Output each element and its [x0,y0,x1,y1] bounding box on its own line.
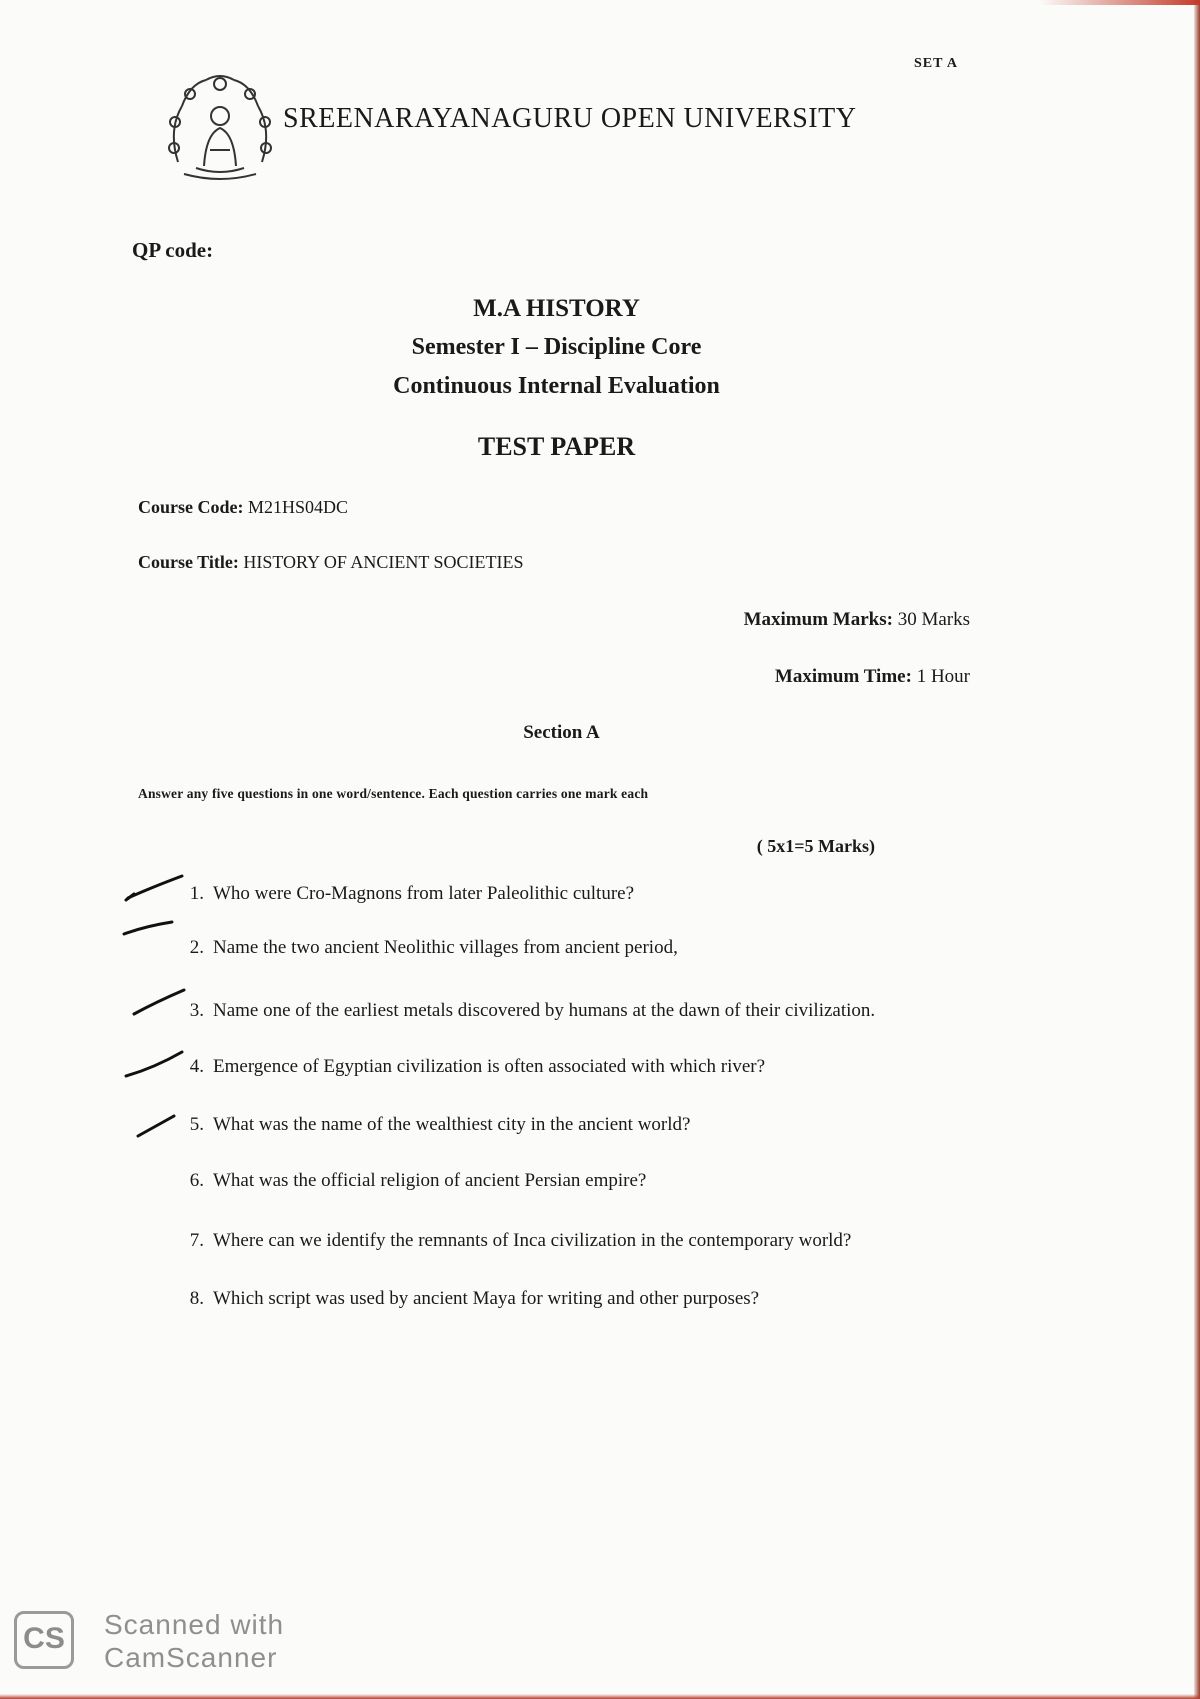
qp-code-label: QP code: [132,238,214,262]
maximum-time-label: Maximum Time: [774,666,912,687]
handwritten-tick-icon [120,910,200,944]
course-title [138,552,524,573]
page-edge-top [1040,0,1200,5]
question-text: What was the official religion of ancient Persian empire? [213,1170,647,1191]
university-name: SREENARAYANAGURU OPEN UNIVERSITY [283,103,857,134]
programme-title: M.A HISTORY [473,295,640,322]
set-label: SET A [914,56,959,71]
handwritten-tick-icon [120,988,200,1022]
evaluation-title: Continuous Internal Evaluation [393,373,720,399]
watermark-line-1: Scanned with [104,1609,285,1640]
handwritten-tick-icon [120,1048,200,1082]
maximum-marks-value: 30 Marks [897,609,970,630]
semester-title: Semester I – Discipline Core [411,334,702,360]
course-code [138,497,348,518]
question-item [0,1170,1140,1210]
section-marks: ( 5x1=5 Marks) [756,836,875,856]
question-item [0,1230,1140,1270]
camscanner-logo-icon: CS [14,1611,74,1669]
page-edge-right [1194,0,1200,1699]
maximum-marks [744,609,970,631]
question-number: 1. [189,883,204,904]
question-item [0,1288,1140,1328]
question-number: 5. [189,1114,204,1135]
course-title-label: Course Title: [138,552,239,572]
university-logo-icon [160,70,280,190]
course-code-label: Course Code: [138,497,244,517]
question-number: 6. [189,1170,204,1191]
question-number: 4. [189,1056,204,1077]
question-text: What was the name of the wealthiest city in the ancient world? [213,1114,691,1135]
section-instructions: Answer any five questions in one word/sentence. Each question carries one mark each [138,786,649,801]
section-title: Section A [523,722,600,743]
maximum-time-value: 1 Hour [916,666,970,687]
question-number: 2. [189,937,204,958]
question-text: Who were Cro-Magnons from later Paleolithic culture? [213,883,635,904]
course-code-value: M21HS04DC [248,497,349,517]
question-number: 8. [189,1288,204,1309]
question-text: Where can we identify the remnants of Inca civilization in the contemporary world? [213,1230,852,1251]
scanner-watermark [104,1608,284,1674]
question-text: Name one of the earliest metals discovered by humans at the dawn of their civilization. [213,1000,876,1021]
maximum-time [775,666,970,688]
question-text: Emergence of Egyptian civilization is often associated with which river? [213,1056,766,1077]
watermark-line-2: CamScanner [104,1642,278,1673]
maximum-marks-label: Maximum Marks: [743,609,893,630]
course-title-value: HISTORY OF ANCIENT SOCIETIES [243,552,524,572]
page-edge-bottom [0,1694,1200,1699]
question-number: 7. [189,1230,204,1251]
question-text: Which script was used by ancient Maya for writing and other purposes? [213,1288,760,1309]
question-number: 3. [189,1000,204,1021]
handwritten-tick-icon [120,1104,200,1138]
question-text: Name the two ancient Neolithic villages from ancient period, [213,937,678,958]
handwritten-tick-icon [120,870,200,904]
paper-title: TEST PAPER [477,432,636,461]
